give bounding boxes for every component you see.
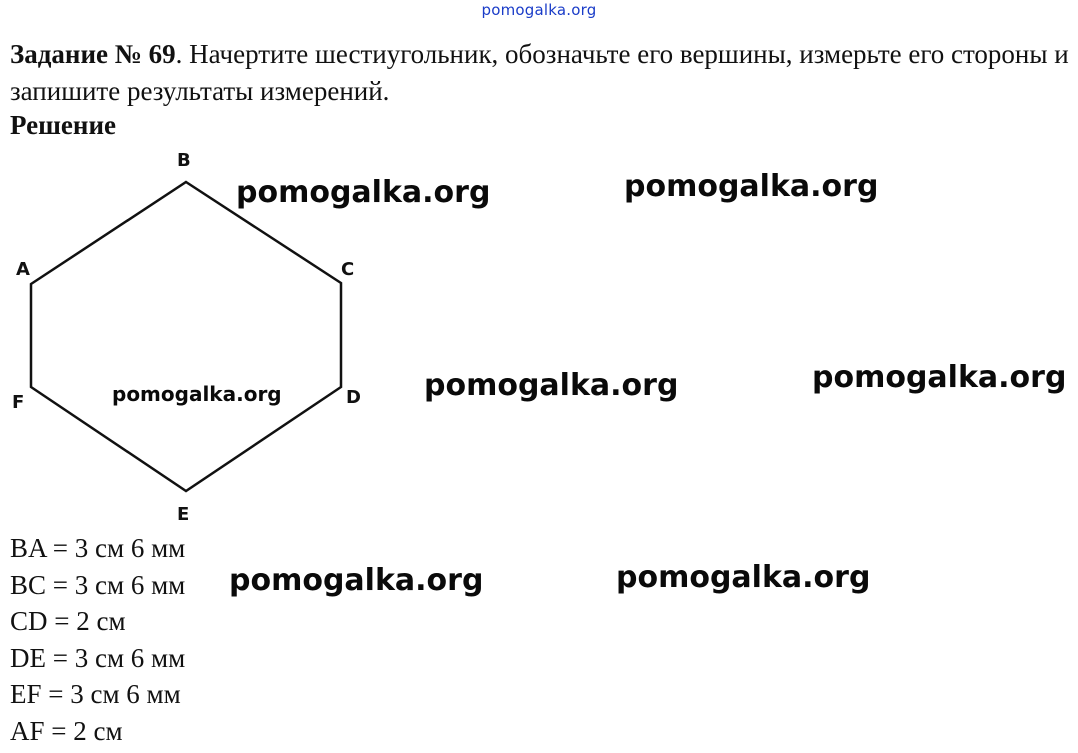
vertex-label-c: C [341, 259, 355, 280]
watermark-text: pomogalka.org [112, 382, 282, 406]
watermark-text: pomogalka.org [624, 169, 879, 204]
measurements-list [10, 530, 185, 749]
watermark-text: pomogalka.org [229, 563, 484, 598]
solution-heading: Решение [10, 110, 116, 140]
hexagon-shape [31, 182, 341, 491]
watermark-text: pomogalka.org [812, 360, 1067, 395]
measurement-ef: EF = 3 см 6 мм [10, 679, 181, 709]
watermark-text: pomogalka.org [236, 175, 491, 210]
measurement-cd: CD = 2 см [10, 606, 126, 636]
task-number: Задание № 69 [10, 39, 176, 69]
site-header-link[interactable]: pomogalka.org [481, 1, 597, 19]
measurement-af: AF = 2 см [10, 715, 123, 746]
measurement-de: DE = 3 см 6 мм [10, 642, 186, 673]
vertex-label-e: E [177, 504, 190, 525]
watermark-text: pomogalka.org [616, 560, 871, 595]
watermark-text: pomogalka.org [424, 368, 679, 403]
vertex-label-d: D [346, 387, 361, 408]
measurement-ba: BA = 3 см 6 мм [10, 533, 186, 563]
vertex-label-f: F [12, 392, 25, 413]
vertex-label-b: B [177, 150, 191, 171]
measurement-bc: BC = 3 см 6 мм [10, 569, 186, 600]
task-text: . Начертите шестиугольник, обозначьте его вершины, измерьте его стороны и запишите результаты измерений. [10, 39, 1069, 106]
vertex-label-a: A [16, 259, 30, 280]
